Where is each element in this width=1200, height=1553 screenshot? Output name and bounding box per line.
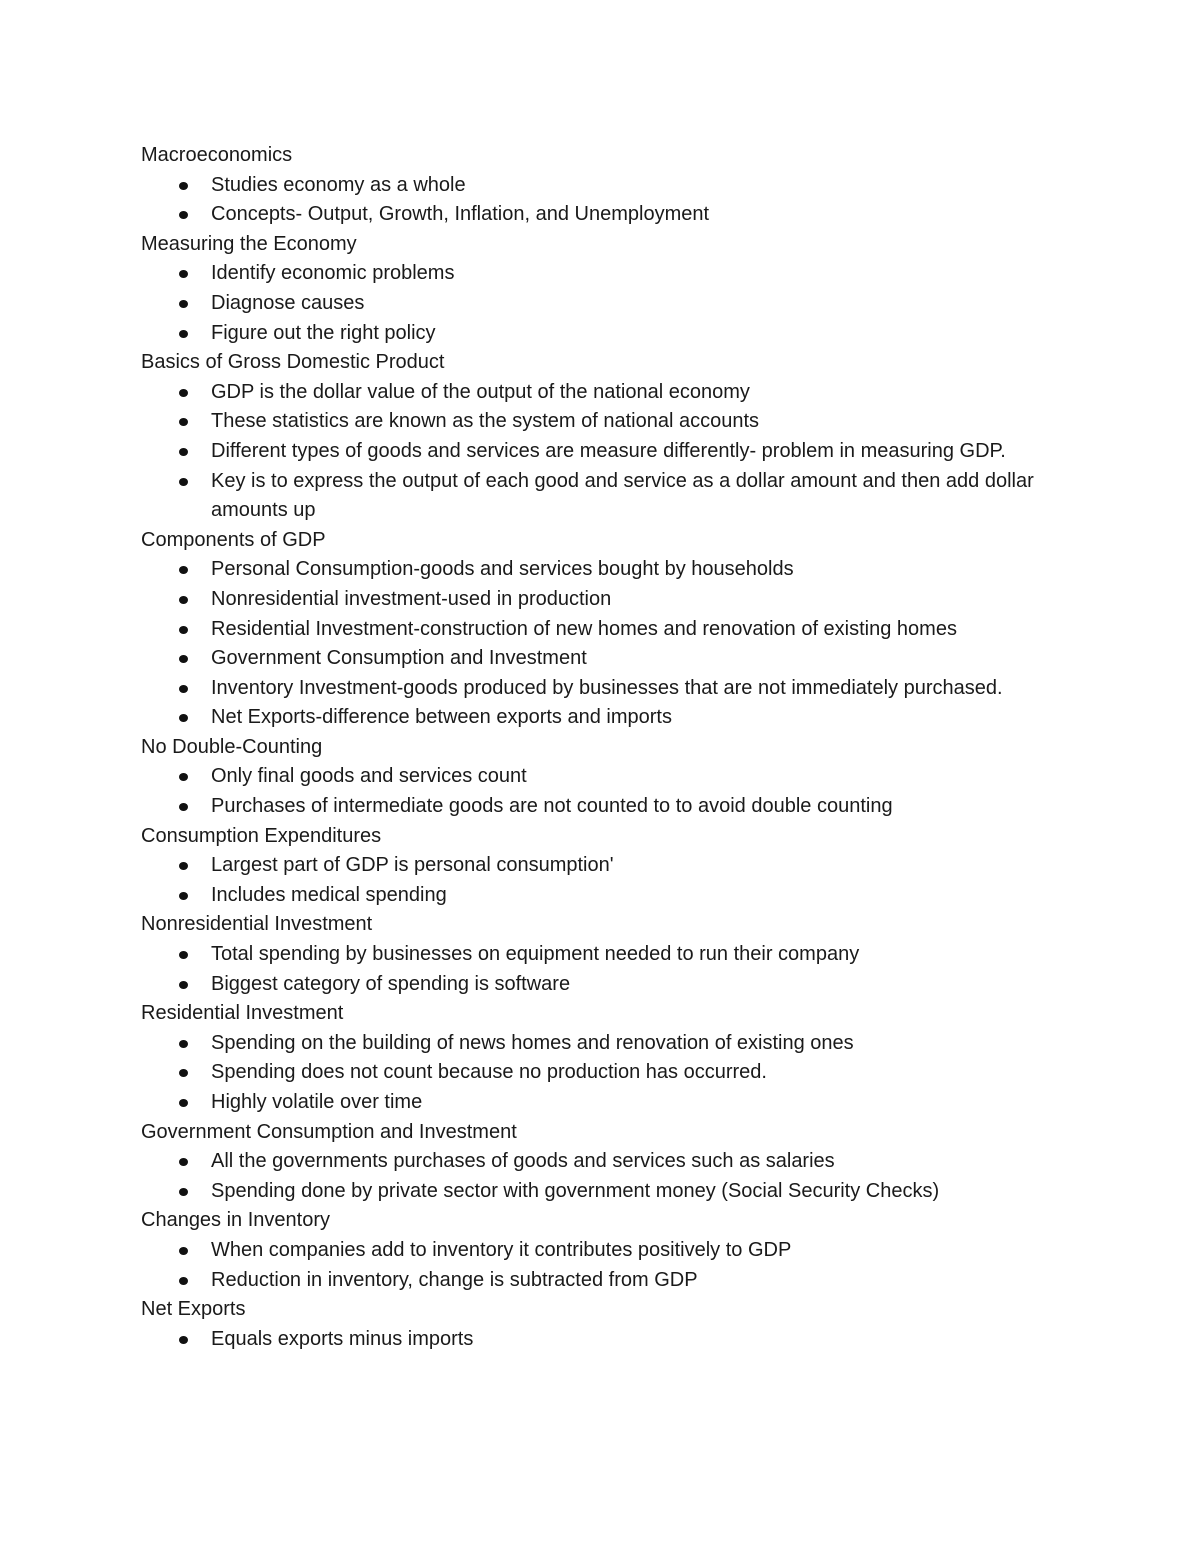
list-item-text: Studies economy as a whole <box>211 173 466 196</box>
list-item-text: Personal Consumption-goods and services bought by households <box>211 558 794 581</box>
list-item-text: Largest part of GDP is personal consumption' <box>211 854 614 877</box>
list-item-text: All the governments purchases of goods and services such as salaries <box>211 1150 835 1173</box>
list-item-text: These statistics are known as the system of national accounts <box>211 410 760 433</box>
list-item <box>141 615 1056 645</box>
list-item <box>141 1266 1056 1296</box>
list-item <box>141 940 1056 970</box>
list-item <box>141 1236 1056 1266</box>
bullet-icon <box>179 862 188 870</box>
section-heading-macroeconomics: Macroeconomics <box>141 144 293 166</box>
list-item-text: Biggest category of spending is software <box>211 972 571 995</box>
list-item-text: Total spending by businesses on equipment needed to run their company <box>211 943 860 966</box>
list-item <box>141 319 1056 349</box>
bullet-list <box>141 851 1056 910</box>
bullet-icon <box>179 478 188 486</box>
list-item-text: Highly volatile over time <box>211 1091 423 1113</box>
bullet-list <box>141 1325 1056 1355</box>
bullet-list <box>141 1029 1056 1118</box>
bullet-icon <box>179 211 188 219</box>
section-heading-consumption-expenditures: Consumption Expenditures <box>141 824 382 847</box>
list-item <box>141 555 1056 585</box>
list-item <box>141 881 1056 911</box>
list-item <box>141 259 1056 289</box>
list-item <box>141 644 1056 674</box>
list-item-text: Diagnose causes <box>211 291 365 314</box>
list-item <box>141 1325 1056 1355</box>
list-item-text: GDP is the dollar value of the output of the national economy <box>211 380 750 403</box>
section-heading-measuring-the-economy: Measuring the Economy <box>141 232 357 255</box>
bullet-icon <box>179 1336 188 1344</box>
bullet-icon <box>179 1247 188 1255</box>
list-item <box>141 1029 1056 1059</box>
bullet-list <box>141 555 1056 733</box>
list-item-text: Inventory Investment-goods produced by businesses that are not immediately purchased. <box>211 676 1003 699</box>
bullet-icon <box>179 773 188 781</box>
bullet-list <box>141 762 1056 821</box>
bullet-icon <box>179 1158 188 1166</box>
list-item <box>141 467 1056 526</box>
bullet-icon <box>179 1099 188 1107</box>
list-item <box>141 289 1056 319</box>
bullet-list <box>141 940 1056 999</box>
document-page <box>141 141 1056 1354</box>
section-heading-basics-of-gross-domestic-product: Basics of Gross Domestic Product <box>141 351 445 374</box>
bullet-icon <box>179 1069 188 1077</box>
list-item <box>141 407 1056 437</box>
section-heading-no-double-counting: No Double-Counting <box>141 735 323 758</box>
section-heading-nonresidential-investment: Nonresidential Investment <box>141 913 373 936</box>
bullet-list <box>141 1236 1056 1295</box>
section-heading-residential-investment: Residential Investment <box>141 1002 344 1025</box>
list-item-text: Nonresidential investment-used in production <box>211 587 612 610</box>
bullet-icon <box>179 566 188 574</box>
bullet-list <box>141 378 1056 526</box>
list-item-text: Equals exports minus imports <box>211 1327 474 1350</box>
list-item-text: Spending done by private sector with government money (Social Security Checks) <box>211 1179 940 1202</box>
bullet-list <box>141 171 1056 230</box>
list-item <box>141 1177 1056 1207</box>
list-item <box>141 1147 1056 1177</box>
list-item <box>141 970 1056 1000</box>
bullet-icon <box>179 981 188 989</box>
list-item <box>141 171 1056 201</box>
list-item-text: Spending on the building of news homes and renovation of existing ones <box>211 1031 854 1054</box>
bullet-icon <box>179 330 188 338</box>
list-item <box>141 378 1056 408</box>
list-item <box>141 437 1056 467</box>
list-item <box>141 703 1056 733</box>
section-heading-changes-in-inventory: Changes in Inventory <box>141 1209 331 1232</box>
bullet-icon <box>179 655 188 663</box>
bullet-icon <box>179 1040 188 1048</box>
list-item <box>141 200 1056 230</box>
section-heading-components-of-gdp: Components of GDP <box>141 528 326 551</box>
bullet-icon <box>179 892 188 900</box>
list-item <box>141 792 1056 822</box>
list-item-text: Reduction in inventory, change is subtracted from GDP <box>211 1268 698 1291</box>
list-item <box>141 851 1056 881</box>
bullet-icon <box>179 300 188 308</box>
list-item-text: Residential Investment-construction of new homes and renovation of existing homes <box>211 617 957 640</box>
list-item-text: Purchases of intermediate goods are not counted to to avoid double counting <box>211 795 893 818</box>
bullet-icon <box>179 596 188 604</box>
list-item-text: Figure out the right policy <box>211 321 436 344</box>
bullet-icon <box>179 182 188 190</box>
bullet-list <box>141 1147 1056 1206</box>
list-item-text: Includes medical spending <box>211 883 447 906</box>
bullet-icon <box>179 270 188 278</box>
bullet-icon <box>179 1277 188 1285</box>
bullet-icon <box>179 448 188 456</box>
list-item-text: Government Consumption and Investment <box>211 647 587 670</box>
bullet-icon <box>179 803 188 811</box>
list-item-text: When companies add to inventory it contributes positively to GDP <box>211 1238 792 1261</box>
bullet-icon <box>179 389 188 397</box>
bullet-list <box>141 259 1056 348</box>
list-item <box>141 1088 1056 1118</box>
bullet-icon <box>179 418 188 426</box>
list-item-text: Net Exports-difference between exports and imports <box>211 706 672 729</box>
section-heading-government-consumption-and-investment: Government Consumption and Investment <box>141 1120 517 1143</box>
bullet-icon <box>179 626 188 634</box>
list-item <box>141 674 1056 704</box>
bullet-icon <box>179 685 188 693</box>
bullet-icon <box>179 1188 188 1196</box>
list-item-text: Different types of goods and services are measure differently- problem in measuring GDP. <box>211 439 1006 462</box>
list-item-text: Only final goods and services count <box>211 765 527 788</box>
section-heading-net-exports: Net Exports <box>141 1298 246 1321</box>
list-item <box>141 585 1056 615</box>
list-item-text: Identify economic problems <box>211 262 455 285</box>
list-item <box>141 1058 1056 1088</box>
list-item-text: Concepts- Output, Growth, Inflation, and Unemployment <box>211 203 710 226</box>
bullet-icon <box>179 714 188 722</box>
list-item <box>141 762 1056 792</box>
list-item-text: Spending does not count because no production has occurred. <box>211 1061 767 1084</box>
list-item-text: Key is to express the output of each good and service as a dollar amount and then add dollar amounts up <box>211 469 1034 522</box>
bullet-icon <box>179 951 188 959</box>
